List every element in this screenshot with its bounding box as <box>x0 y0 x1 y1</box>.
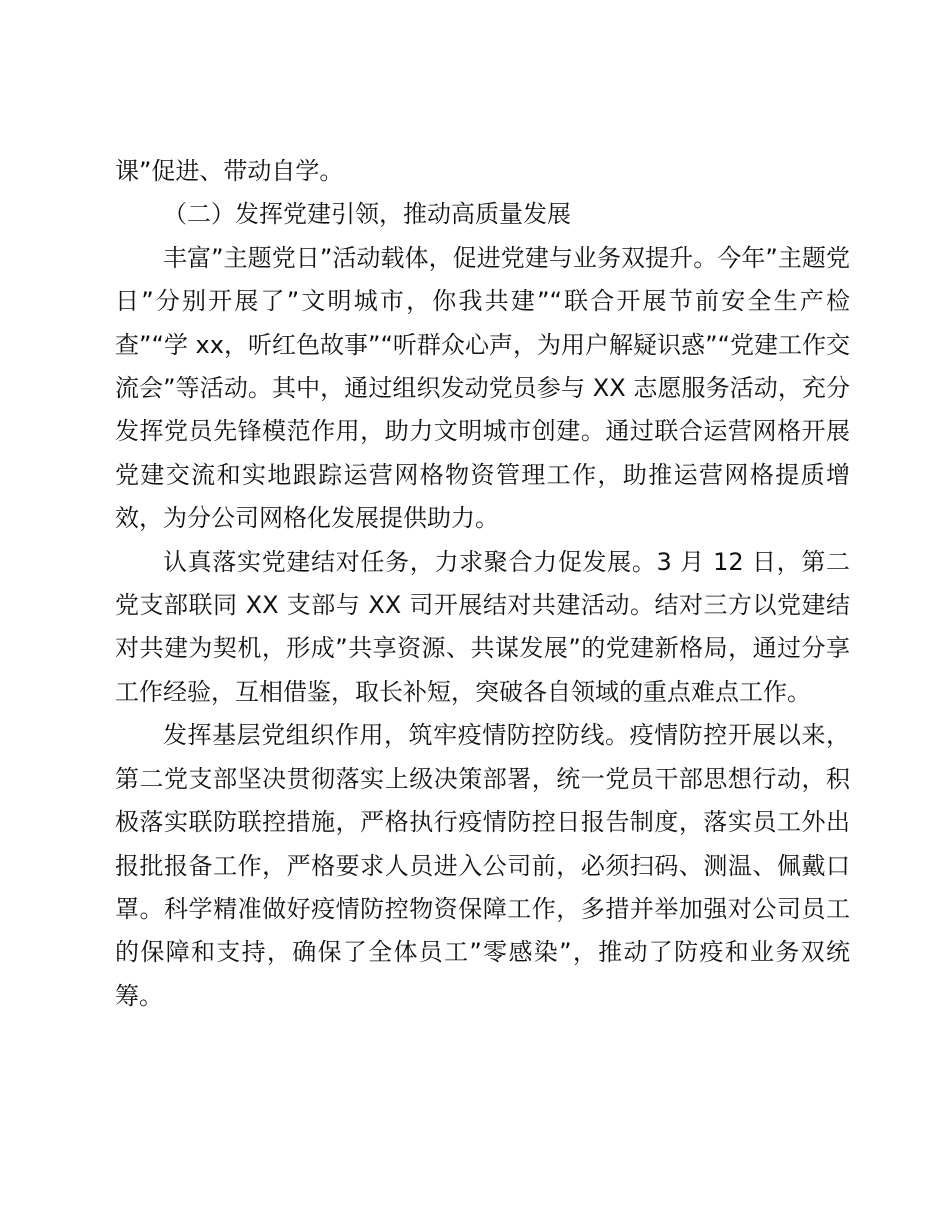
section-heading: （二）发挥党建引领，推动高质量发展 <box>163 200 571 229</box>
paragraph-epidemic-control: 发挥基层党组织作用，筑牢疫情防控防线。疫情防控开展以来，第二党支部坚决贯彻落实上级决策部署，统一党员干部思想行动，积极落实联防联控措施，严格执行疫情防控日报告制度，落实员工外出报批报备工作，严格要求人员进入公司前，必须扫码、测温、佩戴口罩。科学精准做好疫情防控物资保障工作，多措并举加强对公司员工的保障和支持，确保了全体员工”零感染”，推动了防疫和业务双统筹。 <box>115 721 850 1010</box>
document-body <box>115 150 850 1018</box>
paragraph-pairing-task: 认真落实党建结对任务，力求聚合力促发展。3 月 12 日，第二党支部联同 XX 支部与 XX 司开展结对共建活动。结对三方以党建结对共建为契机，形成”共享资源、共谋发展”的党建新格局，通过分享工作经验，互相借鉴，取长补短，突破各自领域的重点难点工作。 <box>115 547 850 706</box>
paragraph-theme-party-day: 丰富”主题党日”活动载体，促进党建与业务双提升。今年”主题党日”分别开展了”文明城市，你我共建”“联合开展节前安全生产检查”“学 xx，听红色故事”“听群众心声，为用户解疑识惑”“党建工作交流会”等活动。其中，通过组织发动党员参与 XX 志愿服务活动，充分发挥党员先锋模范作用，助力文明城市创建。通过联合运营网格开展党建交流和实地跟踪运营网格物资管理工作，助推运营网格提质增效，为分公司网格化发展提供助力。 <box>115 243 850 533</box>
paragraph-continuation: 课”促进、带动自学。 <box>115 157 344 185</box>
